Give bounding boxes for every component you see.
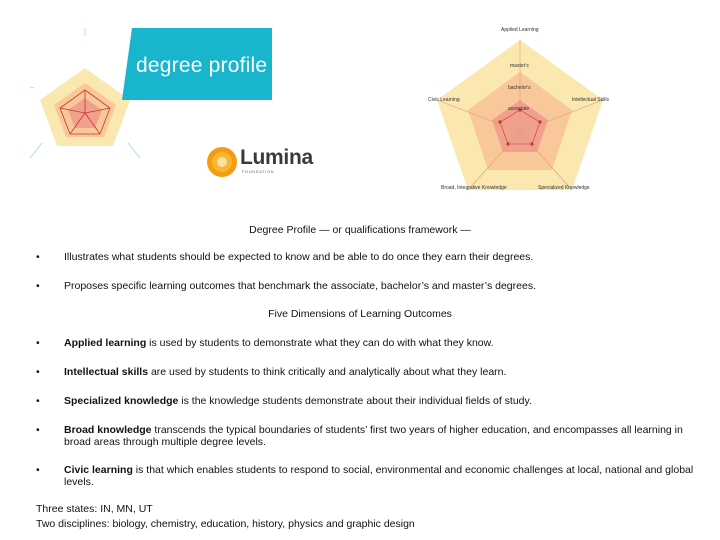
diagram-level-masters: master's (510, 63, 529, 69)
diagram-label-intellectual-skills: Intellectual Skills (572, 97, 609, 103)
bullet-text: Proposes specific learning outcomes that benchmark the associate, bachelor’s and master’s degrees. (64, 280, 536, 292)
heading-degree-profile: Degree Profile — or qualifications framework — (249, 224, 471, 236)
diagram-level-bachelors: bachelor's (508, 85, 531, 91)
dimension-term: Specialized knowledge (64, 395, 179, 407)
bullet-symbol: • (36, 280, 40, 292)
bullet-symbol: • (36, 251, 40, 263)
dimension-description: is the knowledge students demonstrate about their individual fields of study. (178, 395, 532, 407)
bullet-symbol: • (36, 366, 40, 378)
diagram-label-civic-learning: Civic Learning (428, 97, 460, 103)
diagram-label-specialized-knowledge: Specialized Knowledge (538, 185, 590, 191)
diagram-label-applied-learning: Applied Learning (501, 27, 539, 33)
bullet-symbol: • (36, 337, 40, 349)
dimension-description: is that which enables students to respond to social, environmental and economic challenges at local, national and global levels. (64, 464, 694, 488)
dimension-term: Applied learning (64, 337, 147, 349)
bullet-symbol: • (36, 395, 40, 407)
dimension-term: Intellectual skills (64, 366, 149, 378)
diagram-label-broad-knowledge: Broad, Integrative Knowledge (441, 185, 507, 191)
dimension-description: is used by students to demonstrate what they can do with what they know. (146, 337, 494, 349)
dimension-description: are used by students to think critically and analytically about what they learn. (148, 366, 507, 378)
footer-states: Three states: IN, MN, UT (36, 503, 153, 515)
bullet-symbol: • (36, 424, 40, 436)
lumina-logo-subtitle: FOUNDATION (242, 169, 275, 174)
heading-five-dimensions: Five Dimensions of Learning Outcomes (268, 308, 452, 320)
bullet-text (64, 395, 694, 407)
footer-disciplines: Two disciplines: biology, chemistry, education, history, physics and graphic design (36, 518, 415, 530)
bullet-text (64, 366, 694, 378)
bullet-text: Illustrates what students should be expected to know and be able to do once they earn their degrees. (64, 251, 534, 263)
bullet-symbol: • (36, 464, 40, 476)
degree-profile-title: degree profile (136, 54, 268, 77)
diagram-level-associate: associate (508, 106, 530, 112)
lumina-sun-icon (205, 145, 239, 179)
dimension-term: Broad knowledge (64, 424, 152, 436)
bullet-text (64, 337, 694, 349)
dimension-description: transcends the typical boundaries of students’ first two years of higher education, and encompasses all learning in broad areas through multiple degree levels. (64, 424, 683, 448)
bullet-text (64, 424, 694, 448)
lumina-logo-text: Lumina (240, 146, 313, 169)
dimension-term: Civic learning (64, 464, 133, 476)
bullet-text (64, 464, 694, 488)
